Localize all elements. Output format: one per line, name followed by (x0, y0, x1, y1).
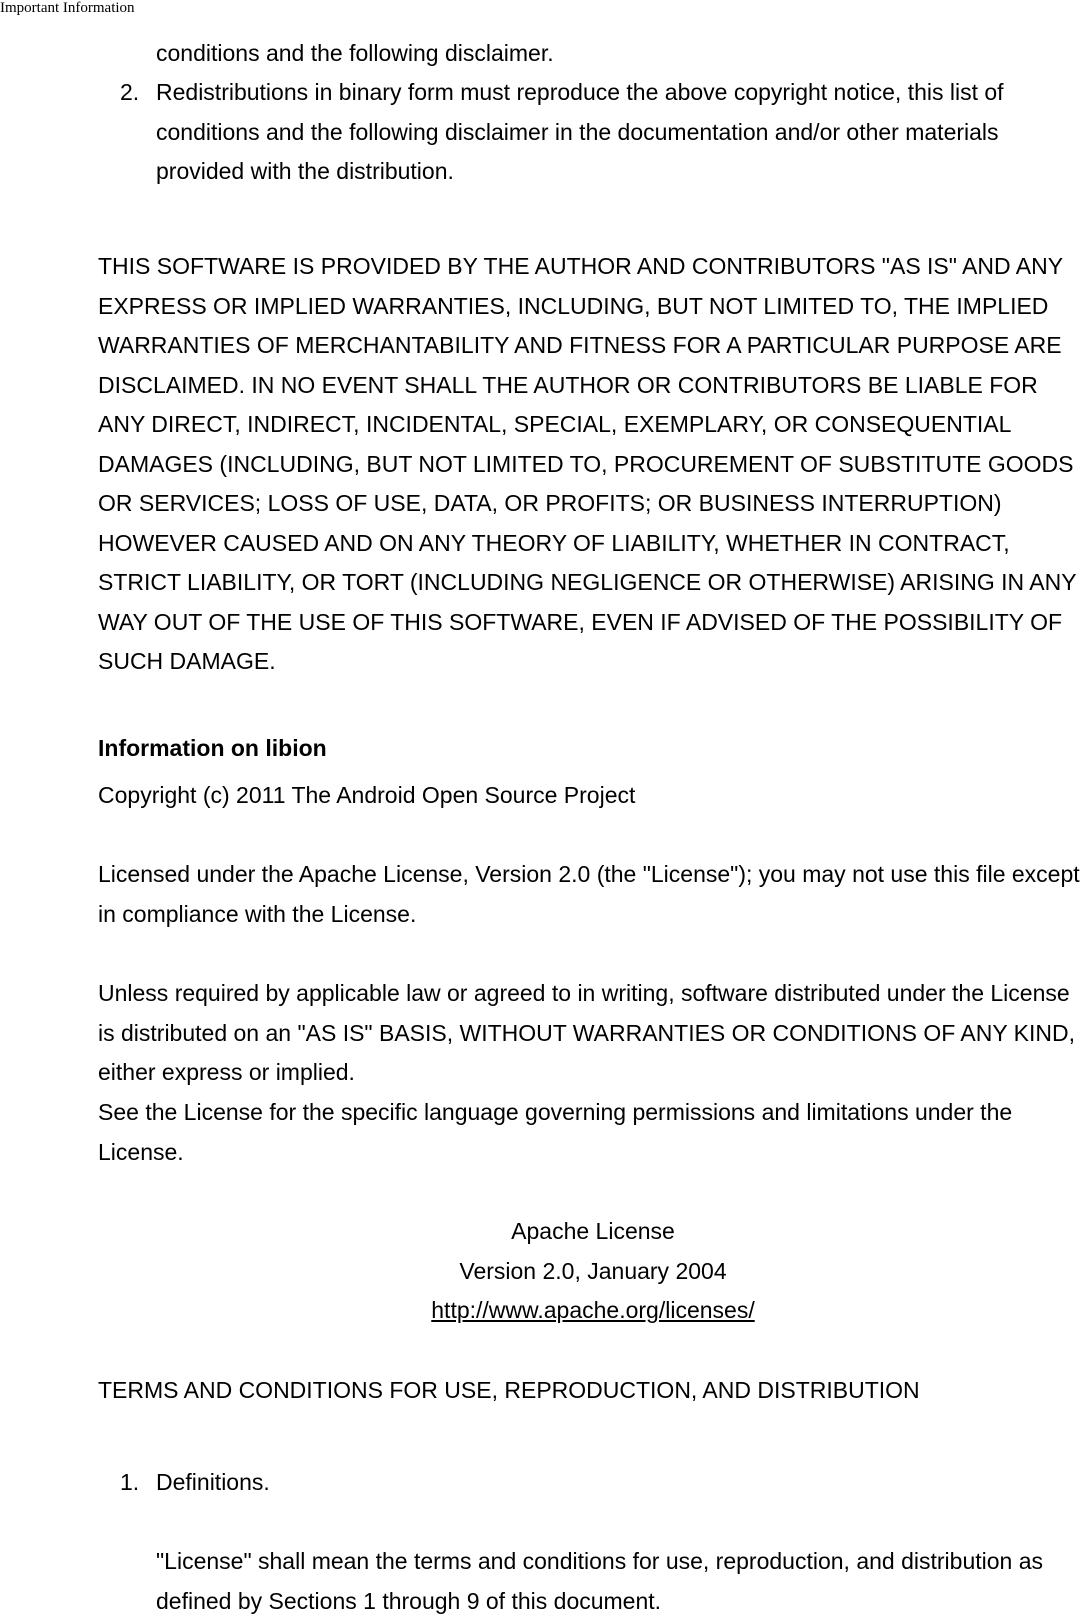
libion-copyright: Copyright (c) 2011 The Android Open Source Project (98, 782, 636, 808)
terms-heading: TERMS AND CONDITIONS FOR USE, REPRODUCTION, AND DISTRIBUTION (98, 1377, 920, 1403)
libion-see-license-text: See the License for the specific language governing permissions and limitations under the License. (98, 1099, 1013, 1165)
apache-license-link[interactable]: http://www.apache.org/licenses/ (431, 1297, 755, 1323)
libion-heading: Information on libion (98, 735, 327, 761)
list-number: 1. (120, 1469, 140, 1495)
list-item-text: Redistributions in binary form must reproduce the above copyright notice, this list of conditions and the following disclaimer in the documentation and/or other materials provided with the distribution. (156, 79, 1004, 184)
apache-license-version: Version 2.0, January 2004 (459, 1258, 727, 1284)
libion-licensed-text: Licensed under the Apache License, Version 2.0 (the "License"); you may not use this file except in compliance with the License. (98, 861, 1080, 927)
definitions-license-text: "License" shall mean the terms and conditions for use, reproduction, and distribution as defined by Sections 1 through 9 of this document. (156, 1548, 1043, 1614)
list-number: 2. (120, 79, 140, 105)
bsd-continuation-text: conditions and the following disclaimer. (156, 40, 554, 66)
definitions-title: Definitions. (156, 1469, 270, 1495)
apache-license-url-line (0, 1291, 1090, 1331)
apache-license-title: Apache License (511, 1218, 675, 1244)
running-header-title: Important Information (0, 0, 135, 16)
libion-unless-text: Unless required by applicable law or agreed to in writing, software distributed under the License is distributed on an "AS IS" BASIS, WITHOUT WARRANTIES OR CONDITIONS OF ANY KIND, either express or implied. (98, 980, 1076, 1085)
bsd-disclaimer: THIS SOFTWARE IS PROVIDED BY THE AUTHOR AND CONTRIBUTORS "AS IS" AND ANY EXPRESS OR IMPLIED WARRANTIES, INCLUDING, BUT NOT LIMITED TO, THE IMPLIED WARRANTIES OF MERCHANTABILITY AND FITNESS FOR A PARTICULAR PURPOSE ARE DISCLAIMED. IN NO EVENT SHALL THE AUTHOR OR CONTRIBUTORS BE LIABLE FOR ANY DIRECT, INDIRECT, INCIDENTAL, SPECIAL, EXEMPLARY, OR CONSEQUENTIAL DAMAGES (INCLUDING, BUT NOT LIMITED TO, PROCUREMENT OF SUBSTITUTE GOODS OR SERVICES; LOSS OF USE, DATA, OR PROFITS; OR BUSINESS INTERRUPTION) HOWEVER CAUSED AND ON ANY THEORY OF LIABILITY, WHETHER IN CONTRACT, STRICT LIABILITY, OR TORT (INCLUDING NEGLIGENCE OR OTHERWISE) ARISING IN ANY WAY OUT OF THE USE OF THIS SOFTWARE, EVEN IF ADVISED OF THE POSSIBILITY OF SUCH DAMAGE. (98, 253, 1077, 674)
